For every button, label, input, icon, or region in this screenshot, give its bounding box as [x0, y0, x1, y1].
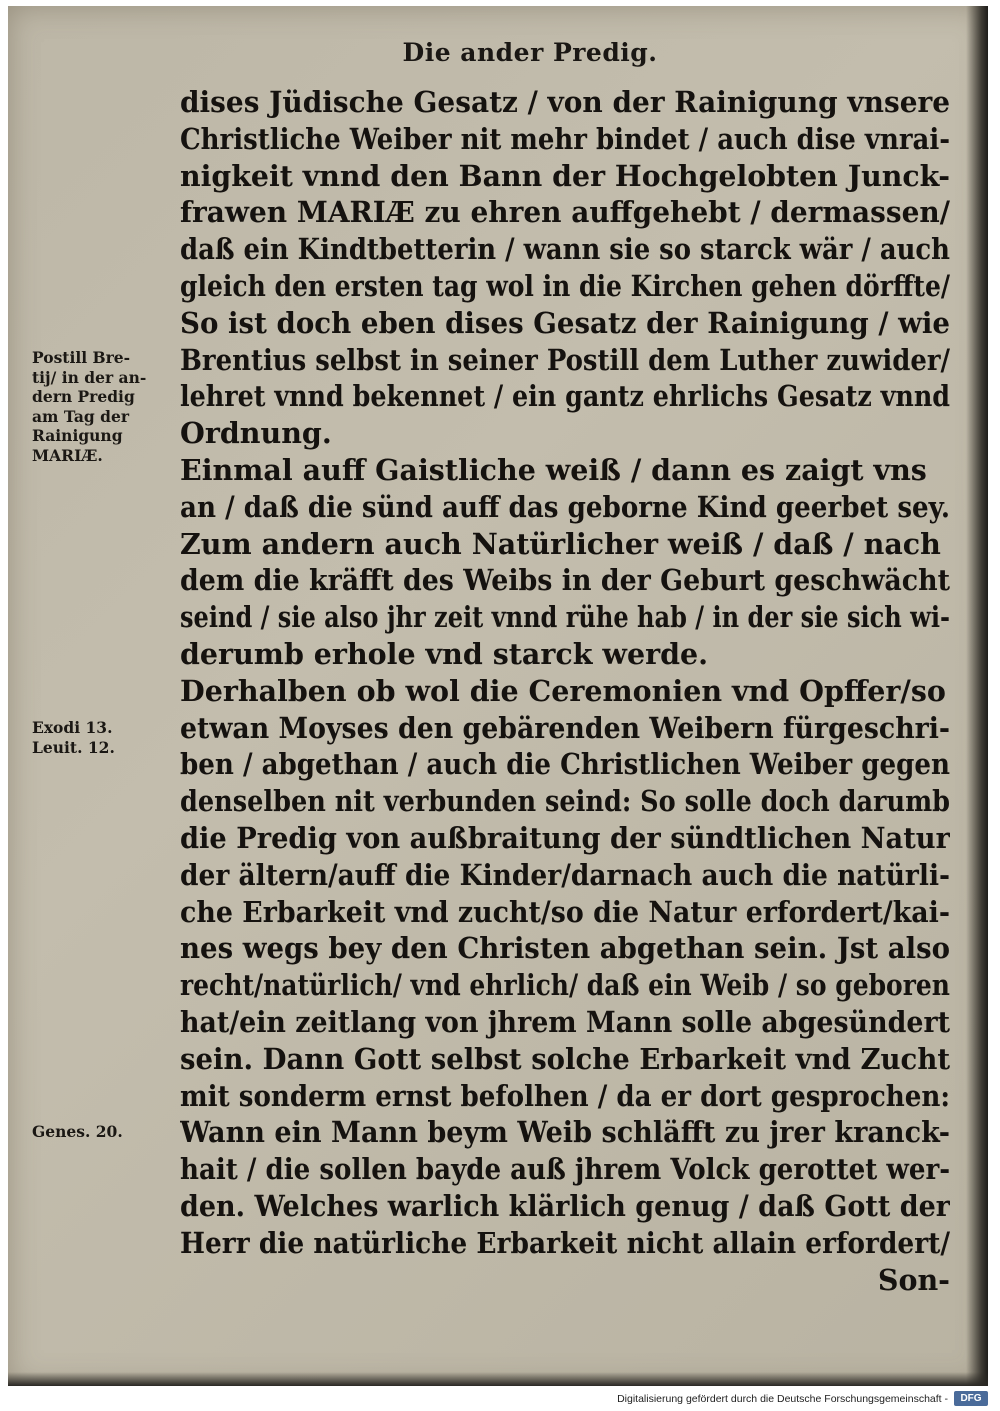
margin-note-line: MARIÆ.: [32, 445, 103, 465]
text-line: an / daß die sünd auff das geborne Kind geerbet sey.: [180, 489, 950, 524]
running-head: Die ander Predig.: [402, 38, 658, 67]
text-line: che Erbarkeit vnd zucht/so die Natur erfordert/kai-: [180, 894, 950, 929]
text-line: Zum andern auch Natürlicher weiß / daß / nach: [180, 526, 941, 561]
catchword: Son-: [877, 1262, 950, 1297]
text-line: Christliche Weiber nit mehr bindet / auch dise vnrai-: [180, 121, 950, 156]
text-line: mit sonderm ernst befolhen / da er dort gesprochen:: [180, 1078, 950, 1113]
margin-note-line: dern Predig: [32, 387, 135, 406]
text-line: daß ein Kindtbetterin / wann sie so starck wär / auch: [180, 232, 950, 267]
margin-note-postill: [32, 348, 177, 465]
text-line: lehret vnnd bekennet / ein gantz ehrlichs Gesatz vnnd: [180, 379, 950, 414]
margin-note-line: Postill Bre-: [32, 348, 131, 367]
text-line: die Predig von außbraitung der sündtlichen Natur: [180, 820, 950, 855]
margin-note-line: am Tag der: [32, 406, 130, 426]
text-line: dem die kräfft des Weibs in der Geburt geschwächt: [180, 563, 950, 598]
margin-note-genes: [32, 1122, 177, 1142]
text-line: sein. Dann Gott selbst solche Erbarkeit vnd Zucht: [180, 1041, 950, 1076]
digitization-credit: Digitalisierung gefördert durch die Deutsche Forschungsgemeinschaft -: [617, 1393, 948, 1405]
text-line: dises Jüdische Gesatz / von der Rainigung vnsere: [180, 85, 950, 119]
body-text: [180, 84, 950, 1298]
text-line: nes wegs bey den Christen abgethan sein. Jst also: [180, 931, 950, 966]
page-bottom-shadow: [8, 1372, 988, 1386]
text-line: Brentius selbst in seiner Postill dem Luther zuwider/: [180, 342, 950, 377]
text-line: recht/natürlich/ vnd ehrlich/ daß ein Weib / so geboren: [180, 968, 950, 1003]
text-line: etwan Moyses den gebärenden Weibern fürgeschri-: [180, 710, 950, 745]
text-line: den. Welches warlich klärlich genug / daß Gott der: [180, 1188, 950, 1223]
text-line: Ordnung.: [180, 416, 332, 451]
text-line: derumb erhole vnd starck werde.: [180, 636, 709, 671]
text-line: ben / abgethan / auch die Christlichen Weiber gegen: [180, 747, 950, 782]
margin-note-line: Exodi 13.: [32, 718, 113, 737]
text-line: hat/ein zeitlang von jhrem Mann solle abgesündert: [180, 1004, 950, 1039]
margin-note-line: tij/ in der an-: [32, 367, 147, 387]
text-line: seind / sie also jhr zeit vnnd rühe hab / in der sie sich wi-: [180, 600, 950, 635]
page-edge-shadow: [966, 6, 988, 1386]
text-line: frawen MARIÆ zu ehren auffgehebt / dermassen/: [180, 195, 950, 230]
text-line: hait / die sollen bayde auß jhrem Volck gerottet wer-: [180, 1152, 950, 1187]
text-line: Derhalben ob wol die Ceremonien vnd Opffer/so: [180, 673, 946, 708]
dfg-logo: DFG: [954, 1391, 988, 1406]
margin-note-line: Genes. 20.: [32, 1122, 123, 1141]
text-line: Herr die natürliche Erbarkeit nicht allain erfordert/: [180, 1225, 950, 1260]
text-line: gleich den ersten tag wol in die Kirchen gehen dörffte/: [180, 268, 950, 303]
margin-note-line: Leuit. 12.: [32, 737, 115, 757]
text-line: Wann ein Mann beym Weib schläfft zu jrer kranck-: [180, 1115, 950, 1150]
margin-note-exodi: [32, 718, 177, 757]
margin-note-line: Rainigung: [32, 426, 123, 445]
text-line: So ist doch eben dises Gesatz der Rainigung / wie: [180, 305, 950, 340]
text-line: denselben nit verbunden seind: So solle doch darumb: [180, 784, 950, 819]
text-line: der ältern/auff die Kinder/darnach auch die natürli-: [180, 857, 950, 892]
text-line: Einmal auff Gaistliche weiß / dann es zaigt vns: [180, 452, 927, 487]
text-line: nigkeit vnnd den Bann der Hochgelobten Junck-: [180, 158, 950, 193]
